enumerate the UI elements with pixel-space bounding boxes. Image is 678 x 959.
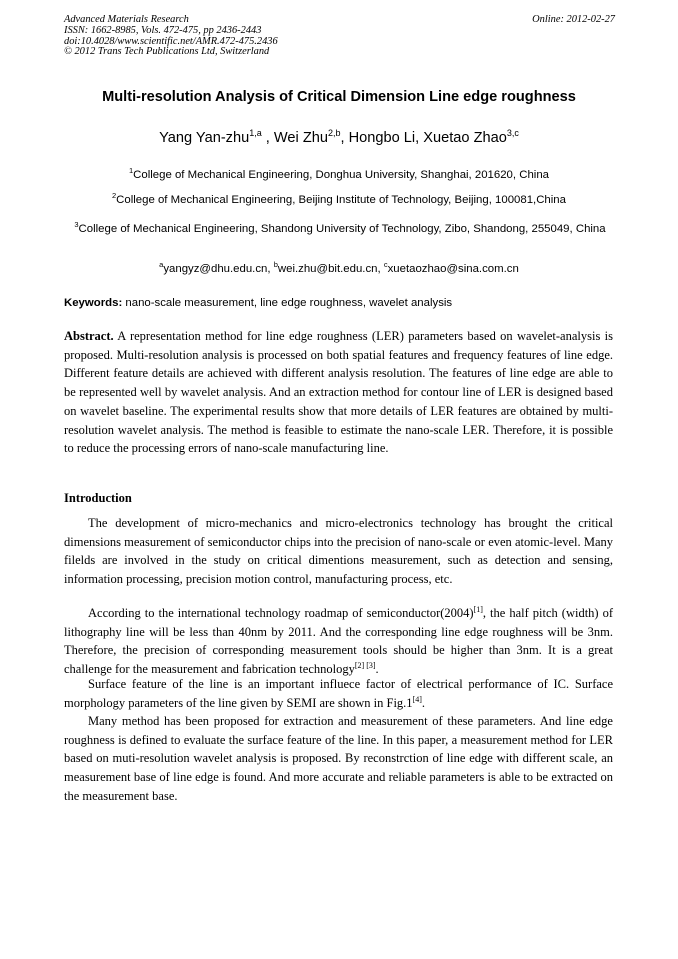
email-address: wei.zhu@bit.edu.cn (277, 262, 378, 275)
author-affiliation-marker: 3,c (506, 128, 519, 138)
intro-paragraph-2 (64, 604, 613, 679)
abstract-text: A representation method for line edge roughness (LER) parameters based on wavelet-analysis is proposed. Multi-resolution analysis is processed on both spatial features and frequency features of line edge. Different feature details are achieved with different analysis resolution. The features of line edge are able to be represented well by wavelet analysis. And an extraction method for contour line of LER is designed based on wavelet baseline. The experimental results show that more details of LER features are obtained by multi-resolution wavelet analysis. The method is feasible to estimate the nano-scale LER. Therefore, it is possible to reduce the processing errors of nano-scale manufacturing line. (64, 329, 613, 456)
affiliation-number: 3 (74, 220, 79, 229)
doi-line: doi:10.4028/www.scientific.net/AMR.472-475.2436 (64, 35, 278, 47)
author-list (20, 128, 658, 146)
section-heading-introduction: Introduction (64, 491, 132, 505)
journal-name: Advanced Materials Research (64, 14, 189, 25)
affiliation-number: 1 (129, 166, 134, 175)
keywords-text: nano-scale measurement, line edge roughness, wavelet analysis (122, 297, 453, 309)
keywords (64, 297, 624, 309)
intro-paragraph-1: The development of micro-mechanics and micro-electronics technology has brought the critical dimensions measurement of semiconductor chips into the precision of nano-scale or even atomic-level. Many filelds are involved in the study on critical dimentions measurement, such as detection and sensing, information processing, precision motion control, manufacturing process, etc. (64, 516, 613, 587)
author-emails: $^a$yangyz@dhu.edu.cn, $^b$wei.zhu@bit.edu.cn, $^c$xuetaozhao@sina.com.cn (159, 260, 519, 275)
intro-paragraph-2-text: According to the international technology roadmap of semiconductor(2004) (88, 606, 474, 620)
affiliation-text: College of Mechanical Engineering, Donghua University, Shanghai, 201620, China (133, 168, 549, 181)
abstract-label: Abstract. (64, 329, 114, 343)
intro-paragraph-2-text: , the half pitch (width) of lithography line will be less than 40nm by 2011. And the corresponding line edge roughness will be 3nm. Therefore, the precision of corresponding measurement tools should be higher than 3nm. It is a great challenge for the measurement and fabrication technology (64, 606, 613, 677)
author-affiliation-marker: 1,a (249, 128, 262, 138)
affiliation-1 (40, 166, 638, 181)
author-name: Yang Yan-zhu (159, 129, 250, 146)
intro-paragraph-3 (64, 675, 613, 712)
copyright-line: © 2012 Trans Tech Publications Ltd, Switzerland (64, 46, 270, 58)
author-name: Wei Zhu (273, 129, 328, 146)
author-affiliation-marker: 2,b (327, 128, 341, 138)
email-marker: a (159, 260, 164, 269)
affiliation-number: 2 (112, 191, 117, 200)
affiliation-2 (40, 191, 638, 206)
email-marker: c (383, 260, 388, 269)
citation-ref: [2] [3] (354, 660, 376, 670)
journal-header (64, 15, 278, 58)
author-separator: , (340, 129, 349, 146)
author-name: Xuetao Zhao (423, 129, 507, 146)
email-address: yangyz@dhu.edu.cn (163, 262, 268, 275)
email-address: xuetaozhao@sina.com.cn (387, 262, 519, 275)
paper-title: Multi-resolution Analysis of Critical Dimension Line edge roughness (102, 89, 576, 105)
citation-ref: [4] (412, 694, 422, 704)
affiliation-text: College of Mechanical Engineering, Shandong University of Technology, Zibo, Shandong, 255049, China (78, 222, 606, 235)
intro-paragraph-3-text: . (421, 695, 426, 710)
affiliation-3 (62, 215, 618, 239)
intro-paragraph-4: Many method has been proposed for extraction and measurement of these parameters. And line edge roughness is defined to evaluate the surface feature of the line. In this paper, a measurement method for LER based on muti-resolution wavelet analysis is proposed. By reconstrction of line edge with different scale, an measurement base of line edge is found. And more accurate and reliable parameters is able to be extracted on the measurement base. (64, 714, 613, 803)
affiliation-text: College of Mechanical Engineering, Beijing Institute of Technology, Beijing, 100081,China (116, 193, 566, 206)
issn-line: ISSN: 1662-8985, Vols. 472-475, pp 2436-2443 (64, 24, 262, 36)
online-date: Online: 2012-02-27 (532, 14, 615, 25)
citation-ref: [1] (473, 604, 483, 614)
intro-paragraph-3-text: Surface feature of the line is an important influece factor of electrical performance of IC. Surface morphology parameters of the line given by SEMI are shown in Fig.1 (64, 677, 613, 710)
author-name: Hongbo Li (348, 129, 416, 146)
keywords-label: Keywords: (64, 297, 123, 309)
intro-paragraph-2-text: . (375, 662, 379, 677)
author-separator: , (261, 129, 274, 146)
email-marker: b (273, 260, 278, 269)
abstract (64, 327, 613, 458)
author-separator: , (415, 129, 424, 146)
